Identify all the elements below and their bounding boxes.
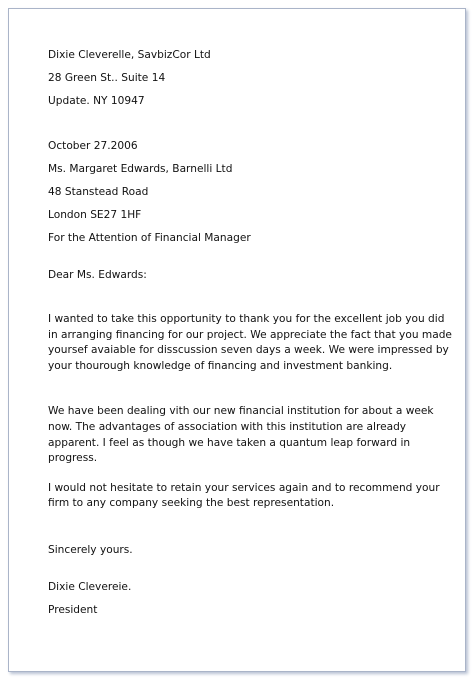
sender-city: Update. NY 10947 [48, 95, 145, 107]
signature-block [48, 579, 448, 625]
letter-date: October 27.2006 [48, 140, 138, 152]
letter-page [8, 8, 466, 672]
sender-street: 28 Green St.. Suite 14 [48, 72, 166, 84]
paragraph-line: I would not hesitate to retain your services again and to recommend your [48, 481, 440, 494]
sender-block [48, 47, 448, 116]
recipient-city: London SE27 1HF [48, 209, 142, 221]
closing: Sincerely yours. [48, 543, 133, 556]
signature-name: Dixie Clevereie. [48, 580, 132, 593]
salutation: Dear Ms. Edwards: [48, 269, 147, 281]
recipient-name-company: Ms. Margaret Edwards, Barnelli Ltd [48, 163, 233, 175]
paragraph-line: apparent. I feel as though we have taken a quantum leap forward in [48, 436, 411, 449]
paragraph-line: firm to any company seeking the best representation. [48, 497, 335, 510]
recipient-street: 48 Stanstead Road [48, 186, 149, 198]
paragraph-line: in arranging financing for our project. We appreciate the fact that you made [48, 328, 452, 341]
paragraph-line: progress. [48, 452, 98, 465]
paragraph-line: now. The advantages of association with this institution are already [48, 420, 407, 433]
letter-content [48, 47, 452, 625]
recipient-attention: For the Attention of Financial Manager [48, 232, 251, 244]
paragraph-line: I wanted to take this opportunity to thank you for the excellent job you did [48, 313, 445, 325]
paragraph-line: We have been dealing vith our new financial institution for about a week [48, 405, 434, 418]
body-paragraph-2 [48, 404, 448, 466]
sender-name-company: Dixie Cleverelle, SavbizCor Ltd [48, 49, 211, 61]
recipient-block [48, 161, 448, 253]
paragraph-line: yoursef avaiable for disscussion seven days a week. We were impressed by [48, 344, 449, 357]
body-paragraph-3 [48, 481, 448, 512]
body-paragraph-1 [48, 312, 452, 374]
signature-title: President [48, 603, 98, 616]
paragraph-line: your thourough knowledge of financing and investment banking. [48, 359, 393, 372]
